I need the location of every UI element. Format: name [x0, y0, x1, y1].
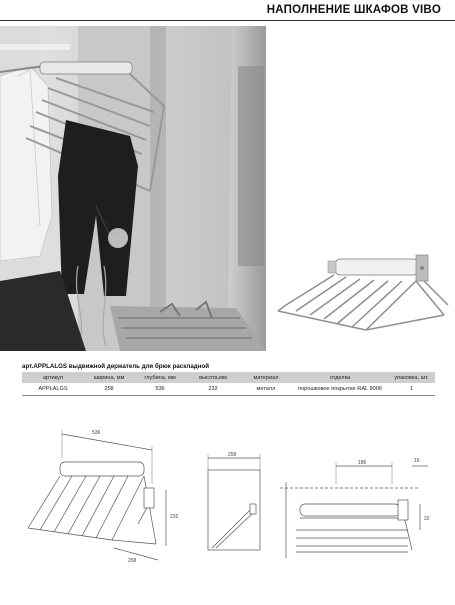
spec-cell-depth: 536	[134, 383, 186, 396]
spec-col-article: артикул	[22, 372, 84, 383]
spec-col-depth: глубина, мм	[134, 372, 186, 383]
side-hole-label: 22	[424, 516, 430, 522]
spec-table	[22, 372, 435, 396]
trouser-rack-drawing	[268, 235, 455, 355]
front-drawing	[208, 454, 260, 550]
spec-cell-finish: порошковое покрытие RAL 9006	[292, 383, 388, 396]
drawings-svg	[0, 418, 455, 600]
spec-cell-material: металл	[240, 383, 292, 396]
spec-header-row	[22, 372, 435, 383]
wardrobe-photo-illustration	[0, 26, 266, 351]
spec-col-material: материал	[240, 372, 292, 383]
page-title: НАПОЛНЕНИЕ ШКАФОВ VIBO	[266, 4, 441, 16]
spec-cell-height: 232	[186, 383, 240, 396]
spec-col-pack: упаковка, шт.	[388, 372, 435, 383]
spec-cell-article: APPLALGS	[22, 383, 84, 396]
front-width-label: 258	[228, 452, 237, 458]
side-thickness-label: 16	[414, 458, 420, 464]
iso-depth-label: 536	[92, 430, 101, 436]
spec-col-height: высота,мм	[186, 372, 240, 383]
spec-cell-pack: 1	[388, 383, 435, 396]
iso-height-label: 232	[170, 514, 179, 520]
side-drawing	[280, 462, 428, 558]
product-photo	[0, 26, 266, 351]
spec-col-width: ширина, мм	[84, 372, 134, 383]
table-row	[22, 383, 435, 396]
header-divider	[0, 20, 455, 21]
iso-width-label: 258	[128, 558, 137, 564]
side-offset-label: 186	[358, 460, 367, 466]
spec-col-finish: отделка	[292, 372, 388, 383]
spec-cell-width: 258	[84, 383, 134, 396]
spec-title: арт.APPLALGS выдвижной держатель для брюк раскладной	[22, 363, 210, 370]
technical-drawings	[0, 418, 455, 600]
iso-drawing	[28, 430, 166, 560]
product-image	[268, 235, 455, 355]
